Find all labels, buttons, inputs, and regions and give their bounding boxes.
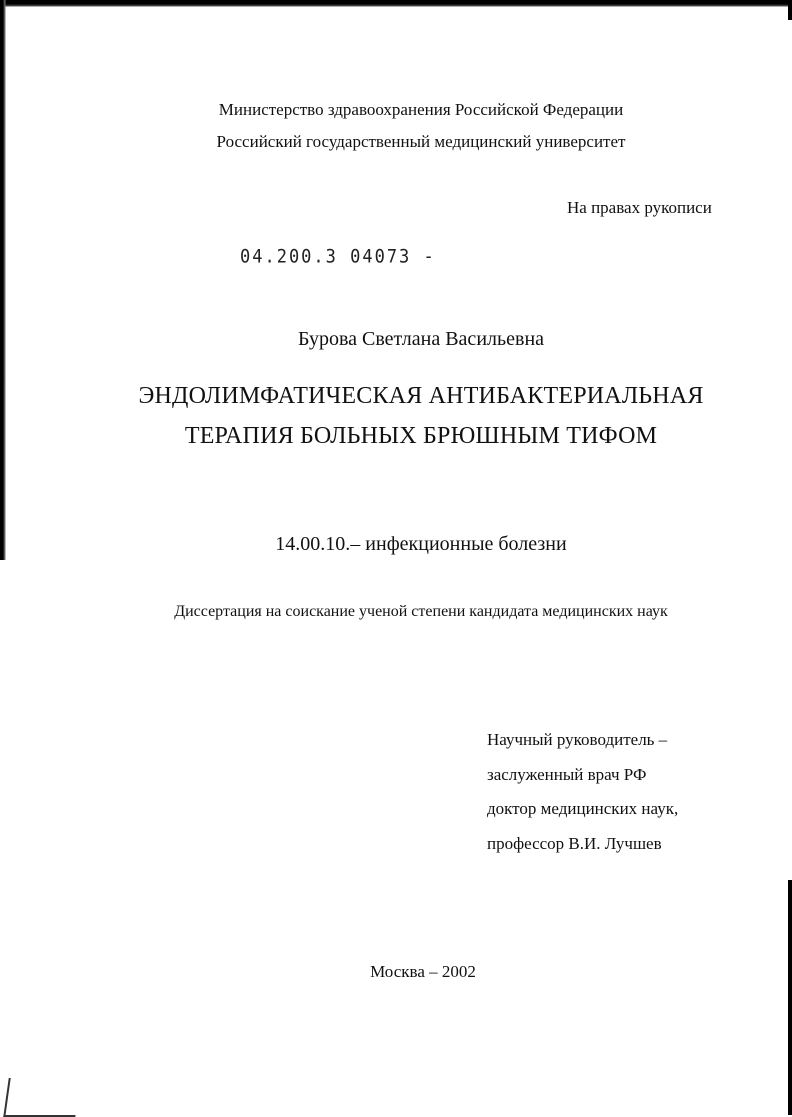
scan-border-top — [0, 0, 792, 7]
scan-border-right — [788, 0, 792, 1115]
stamp-number: 04.200.3 04073 - — [240, 246, 436, 268]
scan-corner-mark — [3, 1078, 80, 1117]
supervisor-line-3: доктор медицинских наук, — [487, 799, 679, 818]
scan-border-left — [0, 0, 6, 560]
supervisor-line-4: профессор В.И. Лучшев — [487, 833, 662, 853]
university-name: Российский государственный медицинский университет — [216, 132, 626, 151]
author-name: Бурова Светлана Васильевна — [297, 328, 545, 350]
city-year: Москва – 2002 — [370, 962, 476, 981]
supervisor-block — [487, 730, 678, 868]
title-line-1: ЭНДОЛИМФАТИЧЕСКАЯ АНТИБАКТЕРИАЛЬНАЯ — [138, 383, 704, 409]
rights-note: На правах рукописи — [567, 198, 712, 217]
supervisor-line-2: заслуженный врач РФ — [487, 764, 647, 784]
dissertation-note: Диссертация на соискание ученой степени кандидата медицинских наук — [174, 603, 668, 620]
specialty-code: 14.00.10.– инфекционные болезни — [275, 533, 567, 555]
supervisor-line-1: Научный руководитель – — [487, 730, 668, 749]
title-line-2: ТЕРАПИЯ БОЛЬНЫХ БРЮШНЫМ ТИФОМ — [184, 423, 658, 449]
ministry-name: Министерство здравоохранения Российской Федерации — [218, 100, 624, 119]
